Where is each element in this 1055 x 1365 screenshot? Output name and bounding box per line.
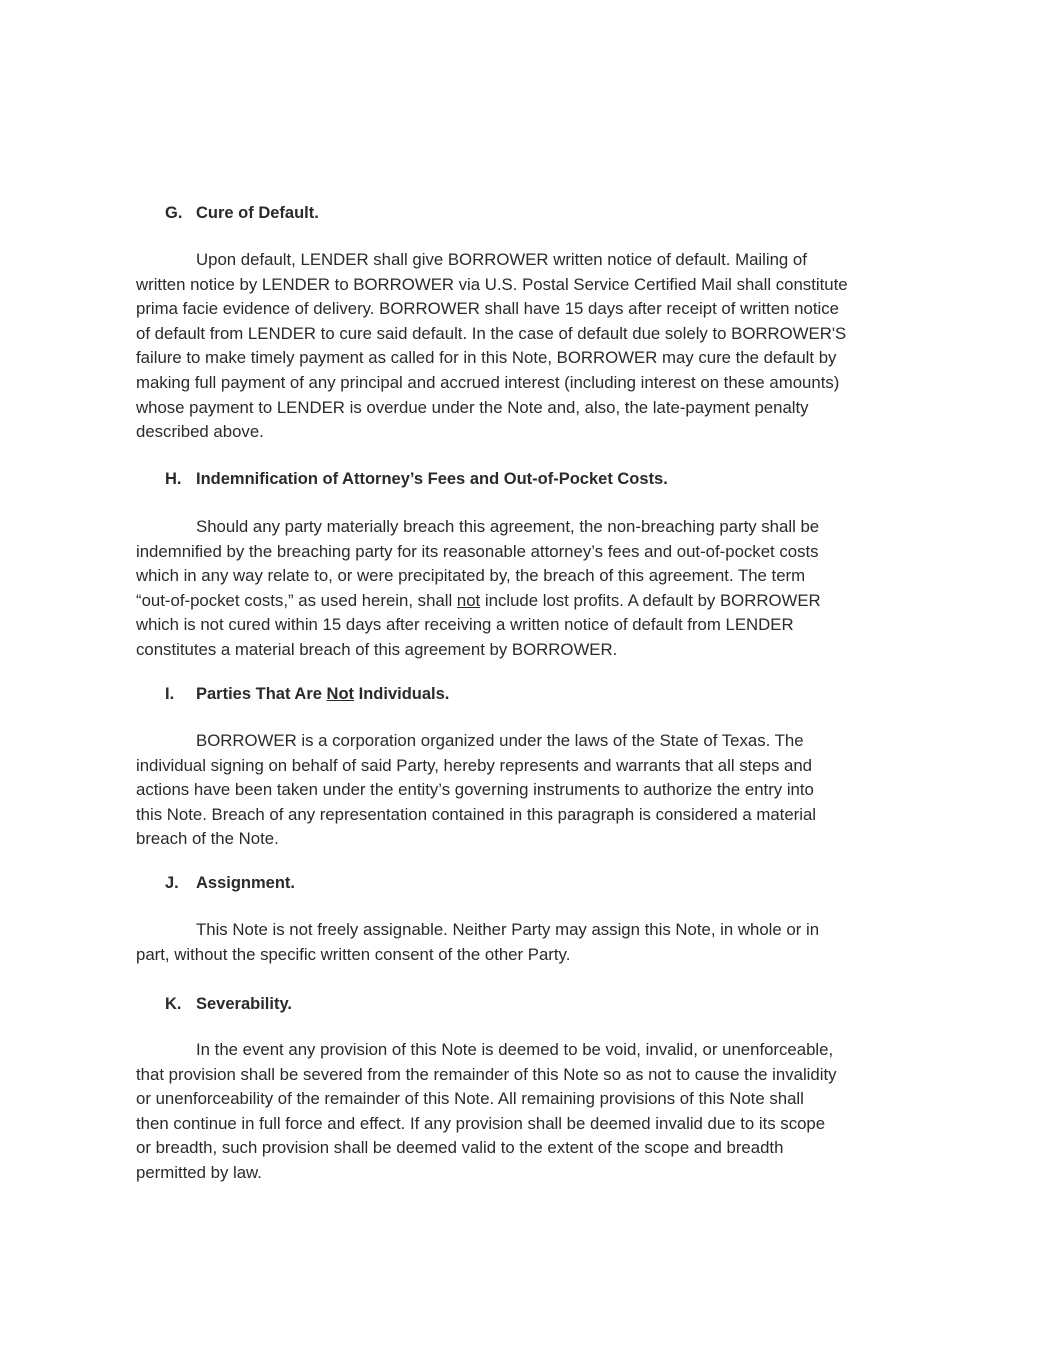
- paragraph-line: whose payment to LENDER is overdue under the Note and, also, the late-payment penalty: [136, 397, 809, 417]
- paragraph-line: indemnified by the breaching party for its reasonable attorney’s fees and out-of-pocket costs: [136, 541, 819, 561]
- section-i-title-before: Parties That Are: [196, 685, 322, 703]
- section-h-heading: [165, 467, 668, 491]
- paragraph-line: described above.: [136, 422, 264, 442]
- section-i-paragraph: [136, 729, 916, 852]
- section-g-heading: [165, 201, 319, 225]
- section-i-letter: I.: [165, 685, 175, 703]
- paragraph-line: written notice by LENDER to BORROWER via U.S. Postal Service Certified Mail shall constitute: [136, 274, 848, 294]
- section-j-paragraph: [136, 918, 916, 967]
- emphasis-underline: not: [456, 590, 481, 610]
- section-j-heading: [165, 871, 295, 895]
- paragraph-line: prima facie evidence of delivery. BORROWER shall have 15 days after receipt of written notice: [136, 299, 839, 319]
- paragraph-line: that provision shall be severed from the remainder of this Note so as not to cause the invalidity: [136, 1064, 837, 1084]
- section-g-title: Cure of Default.: [196, 204, 319, 222]
- paragraph-line: failure to make timely payment as called for in this Note, BORROWER may cure the default by: [136, 348, 837, 368]
- section-i-heading: [165, 682, 449, 706]
- paragraph-line: which is not cured within 15 days after receiving a written notice of default from LENDER: [136, 615, 794, 635]
- section-h-title: Indemnification of Attorney’s Fees and Out-of-Pocket Costs.: [196, 470, 668, 488]
- section-k-letter: K.: [165, 995, 182, 1013]
- paragraph-line: actions have been taken under the entity’s governing instruments to authorize the entry into: [136, 780, 814, 800]
- paragraph-line: of default from LENDER to cure said default. In the case of default due solely to BORROWER'S: [136, 323, 847, 343]
- paragraph-line: this Note. Breach of any representation contained in this paragraph is considered a material: [136, 804, 817, 824]
- section-g-paragraph: [136, 248, 916, 445]
- section-h-letter: H.: [165, 470, 182, 488]
- paragraph-line: In the event any provision of this Note is deemed to be void, invalid, or unenforceable,: [196, 1040, 834, 1059]
- section-h-paragraph: [136, 515, 916, 663]
- section-i-title-underlined: Not: [326, 685, 355, 703]
- paragraph-line: Should any party materially breach this agreement, the non-breaching party shall be: [196, 517, 820, 536]
- section-k-title: Severability.: [196, 995, 292, 1013]
- paragraph-text: “out-of-pocket costs,” as used herein, shall: [136, 590, 453, 610]
- paragraph-line: or unenforceability of the remainder of this Note. All remaining provisions of this Note shall: [136, 1089, 804, 1109]
- section-j-title: Assignment.: [196, 874, 296, 892]
- section-j-letter: J.: [165, 874, 179, 892]
- paragraph-line: or breadth, such provision shall be deemed valid to the extent of the scope and breadth: [136, 1138, 784, 1158]
- paragraph-line: individual signing on behalf of said Party, hereby represents and warrants that all steps and: [136, 755, 813, 775]
- paragraph-line: then continue in full force and effect. If any provision shall be deemed invalid due to its scope: [136, 1113, 826, 1133]
- paragraph-line: permitted by law.: [136, 1162, 262, 1182]
- section-k-paragraph: [136, 1038, 916, 1186]
- paragraph-line: constitutes a material breach of this agreement by BORROWER.: [136, 639, 618, 659]
- section-i-title-after: Individuals.: [358, 685, 450, 703]
- section-k-heading: [165, 992, 292, 1016]
- paragraph-line: breach of the Note.: [136, 829, 279, 849]
- paragraph-line: part, without the specific written consent of the other Party.: [136, 944, 571, 964]
- paragraph-line: BORROWER is a corporation organized under the laws of the State of Texas. The: [196, 731, 804, 750]
- section-g-letter: G.: [165, 204, 183, 222]
- paragraph-text: include lost profits. A default by BORROWER: [484, 590, 821, 610]
- paragraph-line: Upon default, LENDER shall give BORROWER written notice of default. Mailing of: [196, 250, 807, 269]
- paragraph-line: which in any way relate to, or were precipitated by, the breach of this agreement. The term: [136, 566, 806, 586]
- paragraph-line: [136, 589, 916, 614]
- paragraph-line: This Note is not freely assignable. Neither Party may assign this Note, in whole or in: [196, 920, 820, 939]
- paragraph-line: making full payment of any principal and accrued interest (including interest on these amounts): [136, 372, 840, 392]
